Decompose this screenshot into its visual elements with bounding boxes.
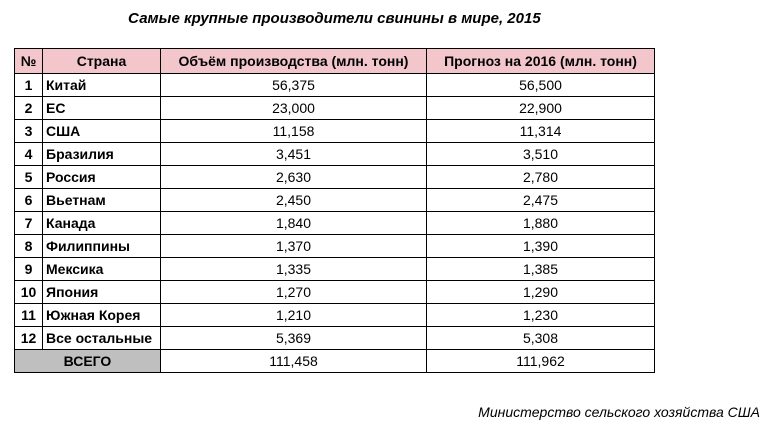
table-row [15, 143, 655, 166]
row-number: 2 [15, 97, 43, 120]
row-forecast: 3,510 [427, 143, 655, 166]
row-production: 1,335 [161, 258, 427, 281]
row-forecast: 1,385 [427, 258, 655, 281]
row-production: 11,158 [161, 120, 427, 143]
row-country: Все остальные [43, 327, 161, 350]
row-production: 56,375 [161, 74, 427, 97]
row-production: 2,450 [161, 189, 427, 212]
row-forecast: 2,475 [427, 189, 655, 212]
total-forecast: 111,962 [427, 350, 655, 373]
row-forecast: 11,314 [427, 120, 655, 143]
row-forecast: 1,880 [427, 212, 655, 235]
table-row [15, 304, 655, 327]
row-country: Мексика [43, 258, 161, 281]
row-production: 1,370 [161, 235, 427, 258]
table-row [15, 235, 655, 258]
total-label: ВСЕГО [15, 350, 161, 373]
table-row [15, 97, 655, 120]
row-production: 1,210 [161, 304, 427, 327]
row-number: 11 [15, 304, 43, 327]
header-row [15, 49, 655, 74]
row-country: США [43, 120, 161, 143]
table-row [15, 166, 655, 189]
row-number: 9 [15, 258, 43, 281]
table-row [15, 120, 655, 143]
table-body [15, 74, 655, 373]
row-forecast: 2,780 [427, 166, 655, 189]
row-number: 1 [15, 74, 43, 97]
table-row [15, 189, 655, 212]
source-credit: Министерство сельского хозяйства США [478, 404, 760, 420]
total-row [15, 350, 655, 373]
table-row [15, 281, 655, 304]
row-number: 8 [15, 235, 43, 258]
row-country: Россия [43, 166, 161, 189]
row-country: ЕС [43, 97, 161, 120]
row-production: 2,630 [161, 166, 427, 189]
row-forecast: 1,390 [427, 235, 655, 258]
row-country: Япония [43, 281, 161, 304]
header-forecast: Прогноз на 2016 (млн. тонн) [427, 49, 655, 74]
row-country: Филиппины [43, 235, 161, 258]
row-number: 7 [15, 212, 43, 235]
row-forecast: 1,290 [427, 281, 655, 304]
row-country: Китай [43, 74, 161, 97]
row-forecast: 56,500 [427, 74, 655, 97]
row-country: Канада [43, 212, 161, 235]
row-production: 23,000 [161, 97, 427, 120]
pork-production-table [14, 48, 655, 373]
row-country: Южная Корея [43, 304, 161, 327]
row-number: 6 [15, 189, 43, 212]
header-number: № [15, 49, 43, 74]
row-production: 1,840 [161, 212, 427, 235]
row-number: 12 [15, 327, 43, 350]
total-production: 111,458 [161, 350, 427, 373]
row-number: 4 [15, 143, 43, 166]
row-forecast: 5,308 [427, 327, 655, 350]
header-production: Объём производства (млн. тонн) [161, 49, 427, 74]
row-number: 3 [15, 120, 43, 143]
table-row [15, 212, 655, 235]
table-row [15, 258, 655, 281]
table-title: Самые крупные производители свинины в мире, 2015 [128, 10, 541, 27]
row-number: 5 [15, 166, 43, 189]
table-row [15, 74, 655, 97]
row-forecast: 22,900 [427, 97, 655, 120]
row-country: Бразилия [43, 143, 161, 166]
table-row [15, 327, 655, 350]
row-production: 5,369 [161, 327, 427, 350]
header-country: Страна [43, 49, 161, 74]
row-forecast: 1,230 [427, 304, 655, 327]
row-production: 1,270 [161, 281, 427, 304]
row-production: 3,451 [161, 143, 427, 166]
row-country: Вьетнам [43, 189, 161, 212]
row-number: 10 [15, 281, 43, 304]
